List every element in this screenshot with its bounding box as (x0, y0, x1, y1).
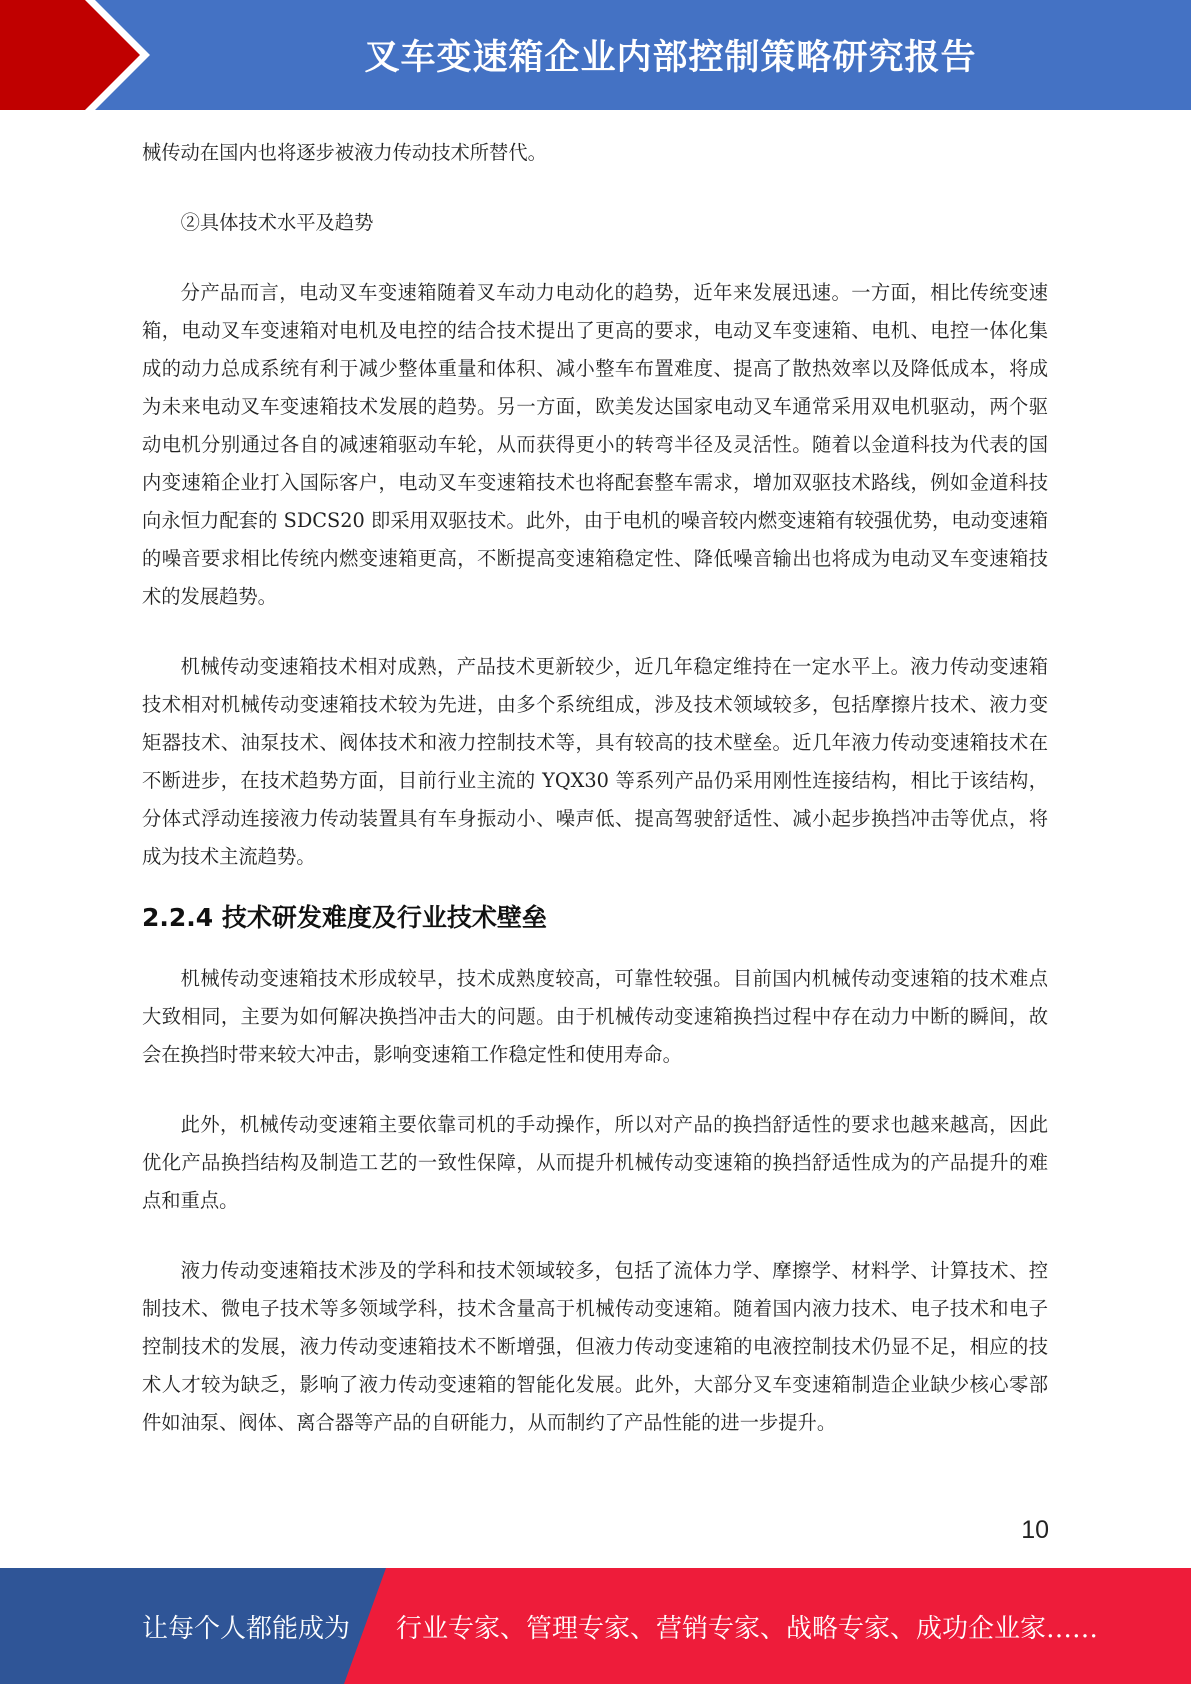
paragraph-continuation: 械传动在国内也将逐步被液力传动技术所替代。 (142, 141, 547, 164)
subheading-tech-trend: ②具体技术水平及趋势 (180, 211, 374, 234)
page-content (142, 134, 1048, 1442)
header-title: 叉车变速箱企业内部控制策略研究报告 (364, 38, 977, 78)
paragraph-mechanical-hydraulic: 机械传动变速箱技术相对成熟，产品技术更新较少，近几年稳定维持在一定水平上。液力传动变速箱技术相对机械传动变速箱技术较为先进，由多个系统组成，涉及技术领域较多，包括摩擦片技术、液力变矩器技术、油泵技术、阀体技术和液力控制技术等，具有较高的技术壁垒。近几年液力传动变速箱技术在不断进步，在技术趋势方面，目前行业主流的 YQX30 等系列产品仍采用刚性连接结构，相比于该结构，分体式浮动连接液力传动装置具有车身振动小、噪声低、提高驾驶舒适性、减小起步换挡冲击等优点，将成为技术主流趋势。 (142, 655, 1048, 868)
paragraph-shift-comfort: 此外，机械传动变速箱主要依靠司机的手动操作，所以对产品的换挡舒适性的要求也越来越高，因此优化产品换挡结构及制造工艺的一致性保障，从而提升机械传动变速箱的换挡舒适性成为的产品提升的难点和重点。 (142, 1113, 1048, 1212)
footer-slogan-left: 让每个人都能成为 (142, 1613, 351, 1644)
paragraph-electric-transmission: 分产品而言，电动叉车变速箱随着叉车动力电动化的趋势，近年来发展迅速。一方面，相比传统变速箱，电动叉车变速箱对电机及电控的结合技术提出了更高的要求，电动叉车变速箱、电机、电控一体化集成的动力总成系统有利于减少整体重量和体积、减小整车布置难度、提高了散热效率以及降低成本，将成为未来电动叉车变速箱技术发展的趋势。另一方面，欧美发达国家电动叉车通常采用双电机驱动，两个驱动电机分别通过各自的减速箱驱动车轮，从而获得更小的转弯半径及灵活性。随着以金道科技为代表的国内变速箱企业打入国际客户，电动叉车变速箱技术也将配套整车需求，增加双驱技术路线，例如金道科技向永恒力配套的 SDCS20 即采用双驱技术。此外，由于电机的噪音较内燃变速箱有较强优势，电动变速箱的噪音要求相比传统内燃变速箱更高，不断提高变速箱稳定性、降低噪音输出也将成为电动叉车变速箱技术的发展趋势。 (142, 281, 1048, 608)
page-number: 10 (1021, 1516, 1049, 1544)
paragraph-mechanical-difficulty: 机械传动变速箱技术形成较早，技术成熟度较高，可靠性较强。目前国内机械传动变速箱的技术难点大致相同，主要为如何解决换挡冲击大的问题。由于机械传动变速箱换挡过程中存在动力中断的瞬间，故会在换挡时带来较大冲击，影响变速箱工作稳定性和使用寿命。 (142, 967, 1048, 1066)
paragraph-hydraulic-difficulty: 液力传动变速箱技术涉及的学科和技术领域较多，包括了流体力学、摩擦学、材料学、计算技术、控制技术、微电子技术等多领域学科，技术含量高于机械传动变速箱。随着国内液力技术、电子技术和电子控制技术的发展，液力传动变速箱技术不断增强，但液力传动变速箱的电液控制技术仍显不足，相应的技术人才较为缺乏，影响了液力传动变速箱的智能化发展。此外，大部分叉车变速箱制造企业缺少核心零部件如油泵、阀体、离合器等产品的自研能力，从而制约了产品性能的进一步提升。 (142, 1259, 1048, 1434)
footer-slogan-right: 行业专家、管理专家、营销专家、战略专家、成功企业家…… (396, 1613, 1099, 1644)
page-header (0, 0, 1191, 110)
section-heading: 2.2.4 技术研发难度及行业技术壁垒 (142, 903, 547, 932)
page-footer (0, 1568, 1191, 1684)
